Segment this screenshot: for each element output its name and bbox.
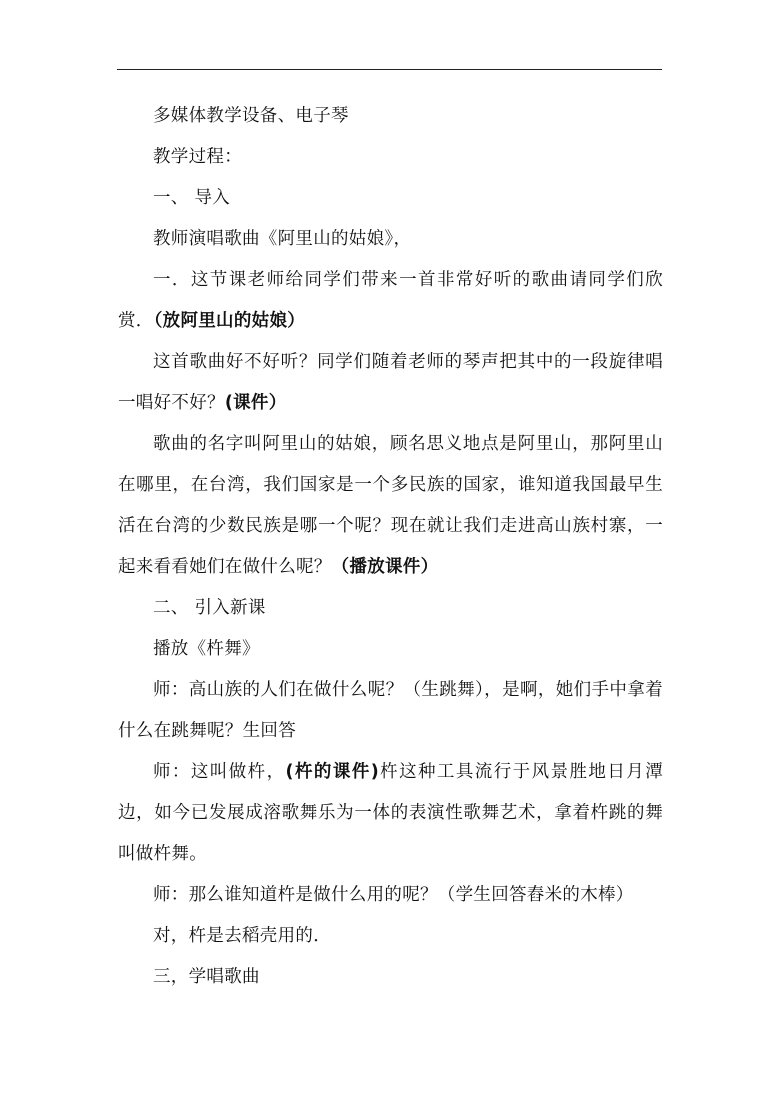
paragraph-answer: 对，杵是去稻壳用的． — [153, 926, 331, 946]
paragraph-sing-along: 这首歌曲好不好听？同学们随着老师的琴声把其中的一段旋律唱一唱好不好？(课件） — [118, 352, 663, 413]
paragraph-materials: 多媒体教学设备、电子琴 — [153, 106, 349, 126]
paragraph-process-heading: 教学过程： — [153, 147, 242, 167]
bold-note: （放阿里山的姑娘） — [153, 311, 306, 331]
paragraph-pestle-use: 师：那么谁知道杵是做什么用的呢？（学生回答舂米的木棒） — [153, 885, 634, 905]
bold-note: (杵的课件) — [285, 762, 379, 782]
section-heading-1: 一、 导入 — [153, 188, 231, 208]
paragraph-teacher-question: 师：高山族的人们在做什么呢？（生跳舞），是啊，她们手中拿着什么在跳舞呢？生回答 — [118, 680, 663, 741]
section-heading-2: 二、 引入新课 — [153, 598, 266, 618]
header-rule — [117, 69, 662, 70]
bold-note: （播放课件） — [331, 557, 439, 577]
section-heading-3: 三，学唱歌曲 — [153, 967, 260, 987]
paragraph-intro-song: 一．这节课老师给同学们带来一首非常好听的歌曲请同学们欣赏．（放阿里山的姑娘） — [118, 270, 663, 331]
paragraph-play-dance: 播放《杵舞》 — [153, 639, 260, 659]
paragraph-teacher-sings: 教师演唱歌曲《阿里山的姑娘》， — [153, 229, 412, 249]
document-body — [118, 96, 663, 998]
paragraph-alishan: 歌曲的名字叫阿里山的姑娘，顾名思义地点是阿里山，那阿里山在哪里，在台湾，我们国家是一个多民族的国家，谁知道我国最早生活在台湾的少数民族是哪一个呢？现在就让我们走进高山族村寨，一起来看看她们在做什么呢？（播放课件） — [118, 434, 663, 577]
bold-note: (课件） — [224, 393, 287, 413]
paragraph-pestle: 师：这叫做杵，(杵的课件)杵这种工具流行于风景胜地日月潭边，如今已发展成溶歌舞乐为一体的表演性歌舞艺术，拿着杵跳的舞叫做杵舞。 — [118, 762, 663, 864]
